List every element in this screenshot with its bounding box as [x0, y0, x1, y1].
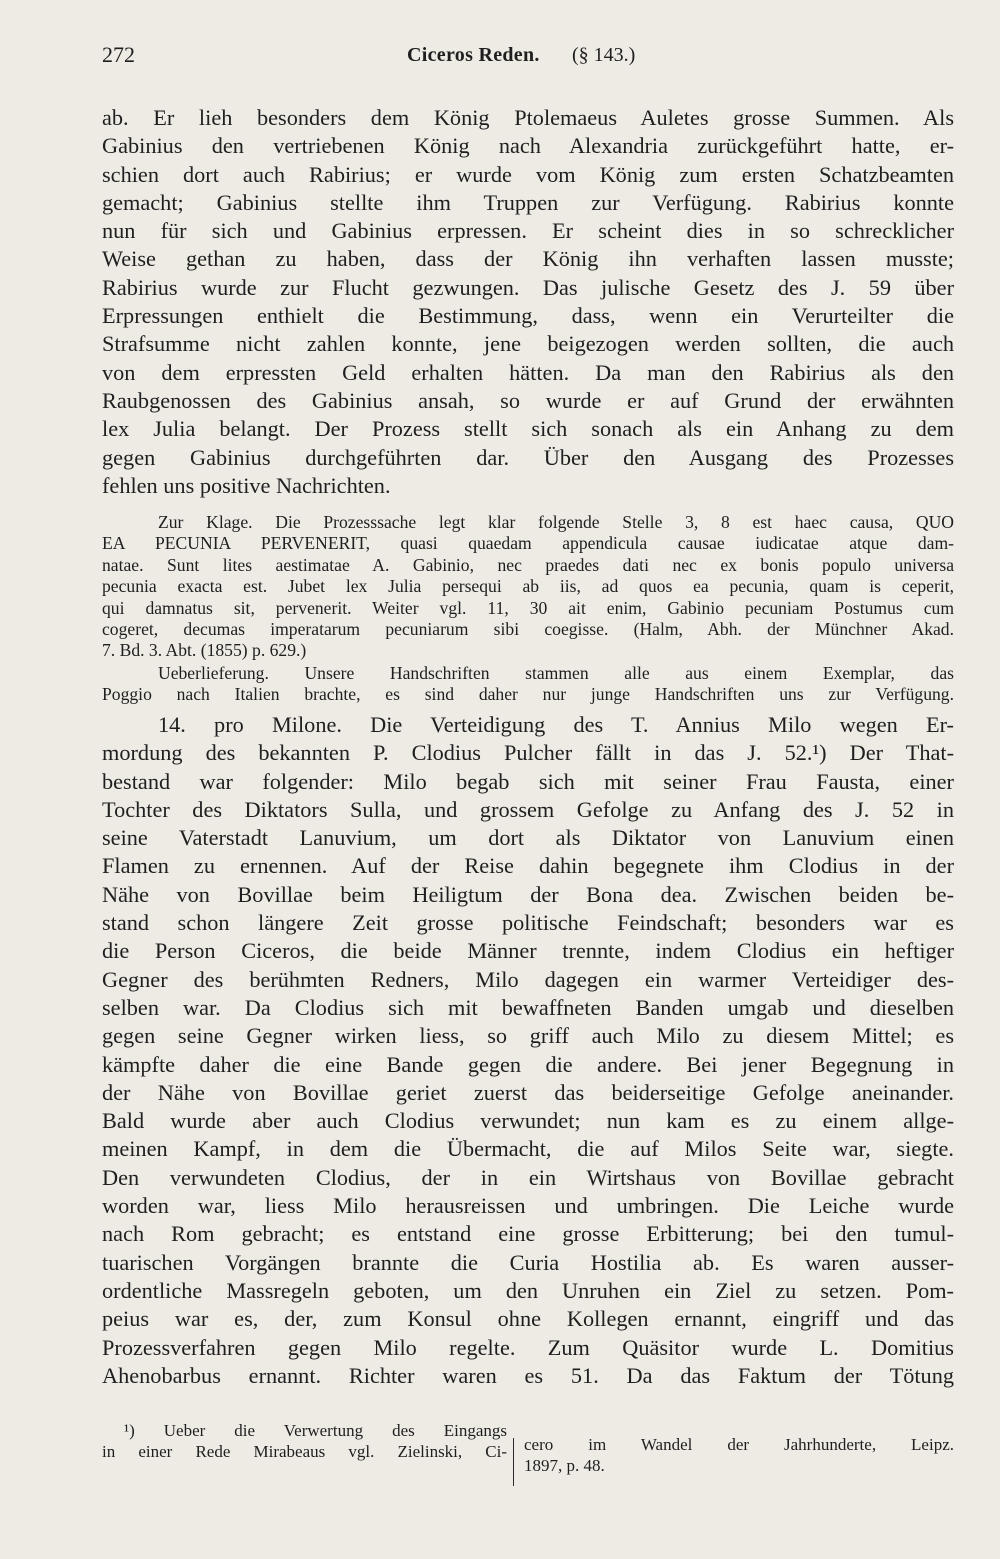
footnote-line: ¹) Ueber die Verwertung des Eingangs [124, 1421, 507, 1440]
small-text-line: Poggio nach Italien brachte, es sind daher nur junge Handschriften uns zur Verfügung. [102, 684, 954, 705]
text-line: stand schon längere Zeit grosse politische Feindschaft; besonders war es [102, 910, 954, 936]
page-number: 272 [102, 42, 135, 67]
text-line: nun für sich und Gabinius erpressen. Er scheint dies in so schrecklicher [102, 218, 954, 244]
text-line: 14. pro Milone. Die Verteidigung des T. Annius Milo wegen Er- [158, 712, 954, 737]
text-line: gegen Gabinius durchgeführten dar. Über den Ausgang des Prozesses [102, 444, 954, 470]
text-line: von dem erpressten Geld erhalten hätten. Da man den Rabirius als den [102, 359, 954, 385]
text-line: bestand war folgender: Milo begab sich mit seiner Frau Fausta, einer [102, 768, 954, 794]
text-line: Raubgenossen des Gabinius ansah, so wurde er auf Grund der erwähnten [102, 387, 954, 413]
footnote-line: 1897, p. 48. [524, 1456, 605, 1475]
running-header [102, 42, 952, 78]
small-text-line: 7. Bd. 3. Abt. (1855) p. 629.) [102, 640, 307, 661]
text-line: Gabinius den vertriebenen König nach Alexandria zurückgeführt hatte, er- [102, 133, 954, 159]
footnote-line: in einer Rede Mirabeaus vgl. Zielinski, Ci- [102, 1442, 507, 1461]
text-line: Tochter des Diktators Sulla, und grossem Gefolge zu Anfang des J. 52 in [102, 796, 954, 822]
text-line: gegen seine Gegner wirken liess, so griff auch Milo zu diesem Mittel; es [102, 1023, 954, 1049]
small-text-line: EA PECUNIA PERVENERIT, quasi quaedam appendicula causae iudicatae atque dam- [102, 533, 954, 554]
text-line: Strafsumme nicht zahlen konnte, jene beigezogen werden sollten, die auch [102, 331, 954, 357]
text-line: der Nähe von Bovillae geriet zuerst das beiderseitige Gefolge aneinander. [102, 1079, 954, 1105]
text-line: Nähe von Bovillae beim Heiligtum der Bona dea. Zwischen beiden be- [102, 881, 954, 907]
small-text-line: Zur Klage. Die Prozesssache legt klar folgende Stelle 3, 8 est haec causa, QUO [158, 512, 954, 532]
small-text-line: qui damnatus sit, pervenerit. Weiter vgl. 11, 30 ait enim, Gabinio pecuniam Postumus cum [102, 597, 954, 618]
text-line: mordung des bekannten P. Clodius Pulcher fällt in das J. 52.¹) Der That- [102, 740, 954, 766]
text-line: ab. Er lieh besonders dem König Ptolemaeus Auletes grosse Summen. Als [102, 105, 954, 130]
text-line: Den verwundeten Clodius, der in ein Wirtshaus von Bovillae gebracht [102, 1164, 954, 1190]
text-line: selben war. Da Clodius sich mit bewaffneten Banden umgab und dieselben [102, 994, 954, 1020]
footnote-left-column [102, 1420, 507, 1462]
text-line: fehlen uns positive Nachrichten. [102, 472, 391, 498]
footnote-line: cero im Wandel der Jahrhunderte, Leipz. [524, 1435, 954, 1454]
running-title: Ciceros Reden. [407, 44, 540, 66]
running-section: (§ 143.) [572, 44, 636, 66]
small-text-line: Ueberlieferung. Unsere Handschriften stammen alle aus einem Exemplar, das [158, 663, 954, 683]
text-line: nach Rom gebracht; es entstand eine grosse Erbitterung; bei den tumul- [102, 1221, 954, 1247]
text-line: Ahenobarbus ernannt. Richter waren es 51. Da das Faktum der Tötung [102, 1362, 954, 1388]
text-line: lex Julia belangt. Der Prozess stellt sich sonach als ein Anhang zu dem [102, 416, 954, 442]
text-line: tuarischen Vorgängen brannte die Curia Hostilia ab. Es waren ausser- [102, 1249, 954, 1275]
text-line: Flamen zu ernennen. Auf der Reise dahin begegnete ihm Clodius in der [102, 853, 954, 879]
klage-paragraph [102, 512, 954, 662]
text-line: ordentliche Massregeln geboten, um den Unruhen ein Ziel zu setzen. Pom- [102, 1277, 954, 1303]
text-line: meinen Kampf, in dem die Übermacht, die auf Milos Seite war, siegte. [102, 1136, 954, 1162]
text-line: Erpressungen enthielt die Bestimmung, dass, wenn ein Verurteilter die [102, 303, 954, 329]
main-text-block-1 [102, 104, 954, 500]
small-text-line: pecunia exacta est. Jubet lex Julia persequi ab iis, ad quos ea pecunia, quam is ceperit, [102, 576, 954, 597]
text-line: gemacht; Gabinius stellte ihm Truppen zur Verfügung. Rabirius konnte [102, 189, 954, 215]
text-line: Bald wurde aber auch Clodius verwundet; nun kam es zu einem allge- [102, 1108, 954, 1134]
text-line: kämpfte daher die eine Bande gegen die andere. Bei jener Begegnung in [102, 1051, 954, 1077]
text-line: die Person Ciceros, die beide Männer trennte, indem Clodius ein heftiger [102, 938, 954, 964]
text-line: Prozessverfahren gegen Milo regelte. Zum Quäsitor wurde L. Domitius [102, 1334, 954, 1360]
text-line: Gegner des berühmten Redners, Milo dagegen ein warmer Verteidiger des- [102, 966, 954, 992]
text-line: peius war es, der, zum Konsul ohne Kollegen ernannt, eingriff und das [102, 1306, 954, 1332]
ueberlieferung-paragraph [102, 663, 954, 706]
small-text-line: cogeret, decumas imperatarum pecuniarum sibi coegisse. (Halm, Abh. der Münchner Akad. [102, 618, 954, 639]
text-line: Weise gethan zu haben, dass der König ihn verhaften lassen musste; [102, 246, 954, 272]
text-line: schien dort auch Rabirius; er wurde vom König zum ersten Schatzbeamten [102, 161, 954, 187]
footnote-divider [513, 1438, 514, 1486]
text-line: worden war, liess Milo herausreissen und umbringen. Die Leiche wurde [102, 1193, 954, 1219]
footnote [102, 1420, 954, 1480]
text-line: Rabirius wurde zur Flucht gezwungen. Das julische Gesetz des J. 59 über [102, 274, 954, 300]
footnote-right-column [524, 1434, 954, 1476]
text-line: seine Vaterstadt Lanuvium, um dort als Diktator von Lanuvium einen [102, 825, 954, 851]
main-text-block-2 [102, 711, 954, 1390]
small-text-line: natae. Sunt lites aestimatae A. Gabinio, nec praedes dati nec ex bonis populo universa [102, 554, 954, 575]
